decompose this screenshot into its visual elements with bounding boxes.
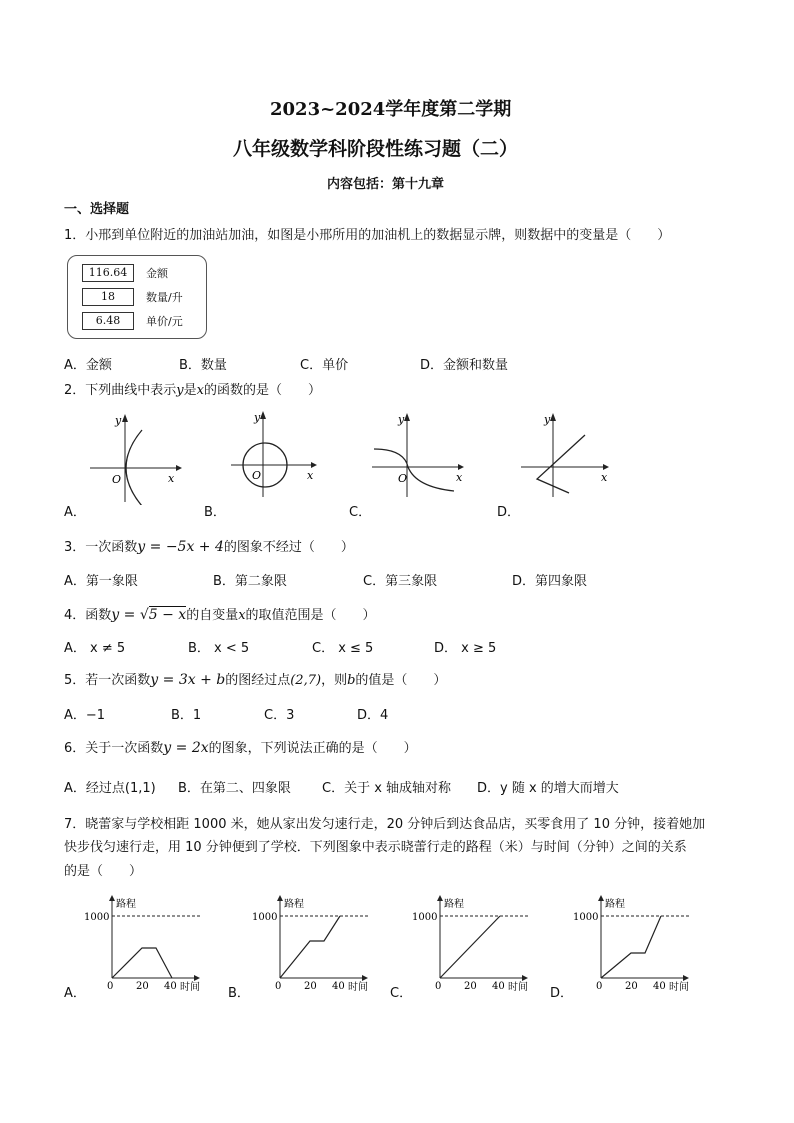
question-4-text: 4．函数y = √5 − x的自变量x的取值范围是（ ） [64, 607, 376, 623]
svg-text:路程: 路程 [444, 899, 464, 910]
svg-text:O: O [252, 469, 262, 482]
q2-graph-d [517, 405, 617, 500]
q7-option-d: D． [550, 986, 574, 1001]
q1-option-a: A．金额 [64, 358, 112, 373]
question-7-line2: 快步伐匀速行走，用 10 分钟便到了学校．下列图象中表示晓蕾行走的路程（米）与时间（分钟）之间的关系 [64, 840, 687, 855]
q4-option-b: B． x < 5 [188, 641, 250, 656]
q2-option-a: A． [64, 505, 86, 520]
quantity-value: 18 [82, 288, 134, 306]
svg-text:40: 40 [164, 981, 177, 992]
svg-text:0: 0 [107, 981, 114, 992]
q6-option-b: B．在第二、四象限 [178, 781, 291, 796]
svg-text:时间: 时间 [669, 982, 689, 993]
q4-option-d: D． x ≥ 5 [434, 641, 497, 656]
svg-text:路程: 路程 [605, 899, 625, 910]
svg-text:20: 20 [136, 981, 149, 992]
q1-option-c: C．单价 [300, 358, 349, 373]
q2-graph-a [84, 410, 194, 505]
svg-text:0: 0 [435, 981, 442, 992]
q3-option-d: D．第四象限 [512, 574, 588, 589]
svg-text:40: 40 [653, 981, 666, 992]
q2-option-b: B． [204, 505, 226, 520]
question-7-line3: 的是（ ） [64, 864, 143, 879]
svg-text:0: 0 [596, 981, 603, 992]
axis-x-label: x [168, 472, 175, 485]
svg-text:40: 40 [332, 981, 345, 992]
q4-option-c: C． x ≤ 5 [312, 641, 374, 656]
svg-text:x: x [307, 469, 314, 482]
svg-text:20: 20 [304, 981, 317, 992]
svg-text:40: 40 [492, 981, 505, 992]
q5-option-b: B．1 [171, 708, 202, 723]
q7-option-b: B． [228, 986, 250, 1001]
quantity-label: 数量/升 [146, 291, 183, 304]
question-7-line1: 7．晓蕾家与学校相距 1000 米，她从家出发匀速行走，20 分钟后到达食品店，买零食用了 10 分钟，接着她加 [64, 817, 706, 832]
svg-text:x: x [456, 471, 463, 484]
q2-option-c: C． [349, 505, 372, 520]
svg-text:y: y [254, 411, 261, 424]
q2-graph-b [227, 405, 327, 500]
svg-text:路程: 路程 [116, 899, 136, 910]
q7-graph-b [252, 893, 382, 993]
question-2-text: 2．下列曲线中表示y是x的函数的是（ ） [64, 383, 322, 398]
axis-y-label: y [115, 414, 122, 427]
q5-option-c: C．3 [264, 708, 295, 723]
q6-option-d: D．y 随 x 的增大而增大 [477, 781, 619, 796]
sqrt-icon: √ [139, 607, 149, 623]
svg-text:0: 0 [275, 981, 282, 992]
origin-label: O [112, 473, 122, 486]
question-3-text: 3．一次函数y = −5x + 4的图象不经过（ ） [64, 539, 354, 555]
svg-text:x: x [601, 471, 608, 484]
svg-text:路程: 路程 [284, 899, 304, 910]
question-5-text: 5．若一次函数y = 3x + b的图经过点(2,7)，则b的值是（ ） [64, 672, 447, 688]
svg-text:1000: 1000 [573, 912, 599, 923]
q3-option-c: C．第三象限 [363, 574, 438, 589]
svg-text:时间: 时间 [508, 982, 528, 993]
q7-graph-c [412, 893, 542, 993]
q5-option-a: A．−1 [64, 708, 106, 723]
q7-option-a: A． [64, 986, 86, 1001]
amount-label: 金额 [146, 267, 168, 280]
svg-text:1000: 1000 [412, 912, 438, 923]
q6-option-a: A．经过点(1,1) [64, 781, 156, 796]
svg-text:y: y [398, 413, 405, 426]
q2-graph-c [370, 405, 475, 500]
q6-option-c: C．关于 x 轴成轴对称 [322, 781, 452, 796]
svg-text:20: 20 [625, 981, 638, 992]
fuel-pump-display [67, 255, 207, 339]
q3-option-a: A．第一象限 [64, 574, 138, 589]
svg-text:1000: 1000 [84, 912, 110, 923]
price-label: 单价/元 [146, 315, 183, 328]
svg-text:时间: 时间 [180, 982, 200, 993]
q7-graph-d [573, 893, 703, 993]
q2-option-d: D． [497, 505, 521, 520]
q1-option-d: D．金额和数量 [420, 358, 509, 373]
q7-option-c: C． [390, 986, 413, 1001]
q1-option-b: B．数量 [179, 358, 227, 373]
exam-subtitle: 八年级数学科阶段性练习题（二） [233, 138, 519, 160]
svg-text:1000: 1000 [252, 912, 278, 923]
q4-option-a: A． x ≠ 5 [64, 641, 126, 656]
section-heading: 一、选择题 [64, 202, 130, 217]
amount-value: 116.64 [82, 264, 134, 282]
q5-option-d: D．4 [357, 708, 389, 723]
exam-scope: 内容包括：第十九章 [327, 177, 445, 192]
q3-option-b: B．第二象限 [213, 574, 287, 589]
svg-text:y: y [544, 413, 551, 426]
q7-graph-a [84, 893, 214, 993]
svg-text:时间: 时间 [348, 982, 368, 993]
svg-text:O: O [398, 472, 408, 485]
svg-text:20: 20 [464, 981, 477, 992]
question-6-text: 6．关于一次函数y = 2x的图象，下列说法正确的是（ ） [64, 740, 417, 756]
exam-title: 2023~2024学年度第二学期 [270, 99, 512, 120]
price-value: 6.48 [82, 312, 134, 330]
question-1-text: 1．小邢到单位附近的加油站加油，如图是小邢所用的加油机上的数据显示牌，则数据中的变量是（ ） [64, 228, 671, 243]
